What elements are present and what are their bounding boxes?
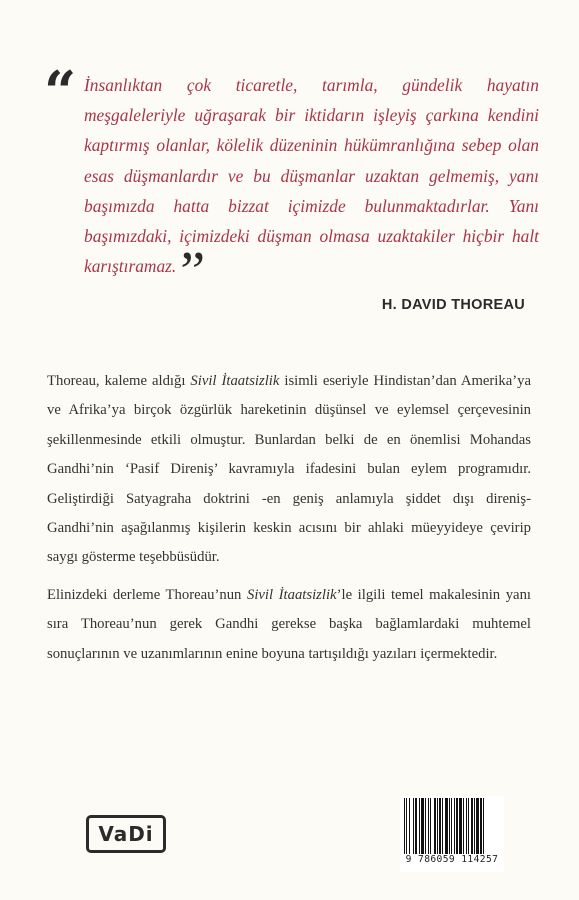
barcode-bar bbox=[425, 798, 426, 854]
barcode-bar bbox=[415, 798, 417, 854]
barcode-bar bbox=[459, 798, 462, 854]
barcode-bar bbox=[476, 798, 479, 854]
publisher-logo bbox=[86, 815, 166, 853]
quote-author: H. DAVID THOREAU bbox=[381, 297, 525, 313]
barcode-bar bbox=[483, 798, 484, 854]
barcode-bar bbox=[434, 798, 436, 854]
barcode-bar bbox=[454, 798, 455, 854]
isbn-number: 9 786059 114257 bbox=[405, 854, 499, 865]
description-paragraph-1 bbox=[47, 367, 531, 573]
barcode-bar bbox=[428, 798, 429, 854]
barcode-bar bbox=[404, 798, 405, 854]
publisher-logo-text: VaDi bbox=[98, 822, 154, 846]
barcode bbox=[400, 796, 504, 872]
p1-text-start: Thoreau, kaleme aldığı bbox=[47, 373, 191, 389]
barcode-bar bbox=[456, 798, 458, 854]
barcode-bar bbox=[480, 798, 482, 854]
barcode-bar bbox=[430, 798, 431, 854]
p2-text-end: ’le ilgili temel makalesinin yanı sıra Thoreau’nun gerek Gandhi gerekse başka bağlamlardaki muhtemel sonuçlarının ve uzanımlarının enine boyuna tartışıldığı yazıları içermektedir. bbox=[47, 587, 532, 662]
p2-book-title: Sivil İtaatsizlik bbox=[246, 587, 337, 603]
close-quote-icon: ” bbox=[180, 241, 198, 304]
barcode-bar bbox=[439, 798, 441, 854]
quote-text-container bbox=[44, 70, 539, 304]
barcode-bar bbox=[471, 798, 473, 854]
barcode-bar bbox=[451, 798, 452, 854]
barcode-bar bbox=[437, 798, 438, 854]
barcode-bar bbox=[474, 798, 475, 854]
p1-text-end: isimli eseriyle Hindistan’dan Amerika’ya ve Afrika’ya birçok özgürlük hareketinin düşünsel ve eylemsel çerçevesinin şekillenmesinde etkili olmuştur. Bunlardan belki de en önemlisi Mohandas Gandhi’nin ‘Pasif Direniş’ kavramıyla ifadesini bulan eylem programıdır. Geliştirdiği Satyagraha doktrini -en geniş anlamıyla şiddet dışı direniş- Gandhi’nin aşağılanmış kişilerin keskin acısını bir ahlaki müeyyideye çevirip saygı gösterme teşebbüsüdür. bbox=[47, 373, 531, 566]
barcode-bar bbox=[468, 798, 469, 854]
quote-block bbox=[44, 59, 539, 304]
barcode-bar bbox=[449, 798, 450, 854]
barcode-bar bbox=[406, 798, 407, 854]
description-paragraph-2 bbox=[47, 581, 531, 669]
barcode-bar bbox=[421, 798, 424, 854]
barcode-bar bbox=[466, 798, 467, 854]
barcode-bars-icon bbox=[404, 798, 500, 854]
barcode-bar bbox=[413, 798, 414, 854]
open-quote-icon: “ bbox=[44, 59, 69, 125]
barcode-bar bbox=[463, 798, 464, 854]
quote-text: İnsanlıktan çok ticaretle, tarımla, gündelik hayatın meşgaleleriyle uğraşarak bir iktidarın işleyiş çarkına kendini kaptırmış olanlar, kölelik düzeninin hükümranlığına sebep olan esas düşmanlardır ve bu düşmanlar uzaktan gelmemiş, yanı başımızda hatta bizzat içimizde bulunmaktadırlar. Yanı başımızdaki, içimizdeki düşman olmasa uzaktakiler hiçbir halt karıştıramaz. bbox=[84, 75, 539, 277]
barcode-bar bbox=[442, 798, 443, 854]
barcode-bar bbox=[445, 798, 448, 854]
p2-text-start: Elinizdeki derleme Thoreau’nun bbox=[47, 587, 247, 603]
barcode-bar bbox=[409, 798, 410, 854]
barcode-bar bbox=[419, 798, 420, 854]
p1-book-title: Sivil İtaatsizlik bbox=[190, 373, 280, 389]
